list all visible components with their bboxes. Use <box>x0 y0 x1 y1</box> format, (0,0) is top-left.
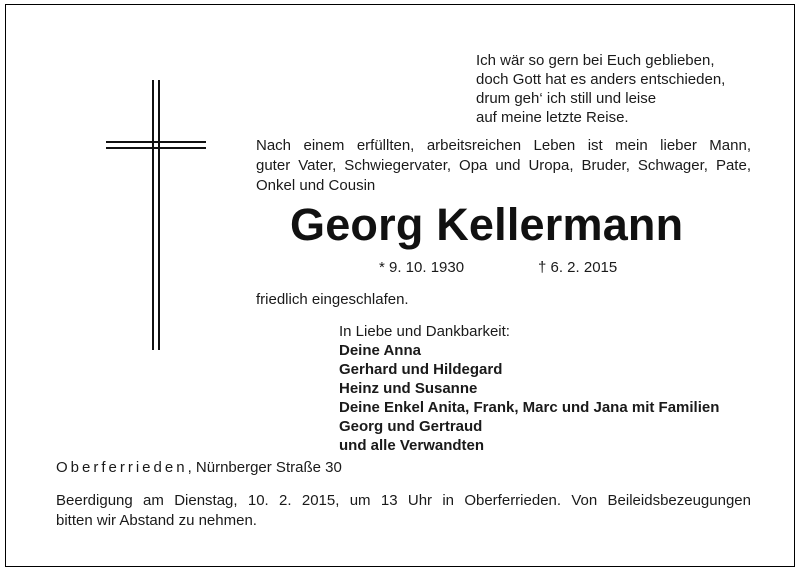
mourners-heading: In Liebe und Dankbarkeit: <box>339 323 510 340</box>
intro-text <box>256 137 751 197</box>
cross-icon <box>106 80 206 350</box>
address <box>56 459 342 477</box>
intro-line: guter Vater, Schwiegervater, Opa und Uropa, Bruder, Schwager, Pate, <box>256 157 751 174</box>
mourner-name: Deine Anna <box>339 342 421 359</box>
poem-line: doch Gott hat es anders entschieden, <box>476 71 726 88</box>
mourners-list <box>339 323 719 456</box>
death-date: † 6. 2. 2015 <box>538 259 618 276</box>
cross-vertical-line-left <box>152 80 154 350</box>
poem <box>476 52 725 128</box>
poem-line: auf meine letzte Reise. <box>476 109 629 126</box>
birth-date: * 9. 10. 1930 <box>379 259 465 276</box>
deceased-name: Georg Kellermann <box>290 199 684 250</box>
cross-horizontal-line-bottom <box>106 147 206 149</box>
intro-line: Nach einem erfüllten, arbeitsreichen Leben ist mein lieber Mann, <box>256 137 751 154</box>
poem-line: Ich wär so gern bei Euch geblieben, <box>476 52 715 69</box>
passed-text: friedlich eingeschlafen. <box>256 291 409 308</box>
mourner-name: Heinz und Susanne <box>339 380 478 397</box>
funeral-line: Beerdigung am Dienstag, 10. 2. 2015, um 13 Uhr in Oberferrieden. Von Beileidsbezeugungen <box>56 492 751 509</box>
poem-line: drum geh‘ ich still und leise <box>476 90 657 107</box>
funeral-info <box>56 492 751 532</box>
cross-vertical-line-right <box>158 80 160 350</box>
intro-line: Onkel und Cousin <box>256 177 376 194</box>
mourner-name: Deine Enkel Anita, Frank, Marc und Jana mit Familien <box>339 399 720 416</box>
cross-horizontal-line-top <box>106 141 206 143</box>
obituary-notice <box>5 4 795 567</box>
mourner-name: Gerhard und Hildegard <box>339 361 503 378</box>
address-street: , Nürnberger Straße 30 <box>187 459 342 476</box>
funeral-line: bitten wir Abstand zu nehmen. <box>56 512 257 529</box>
mourner-name: und alle Verwandten <box>339 437 485 454</box>
mourner-name: Georg und Gertraud <box>339 418 483 435</box>
address-town: Oberferrieden <box>56 459 188 476</box>
